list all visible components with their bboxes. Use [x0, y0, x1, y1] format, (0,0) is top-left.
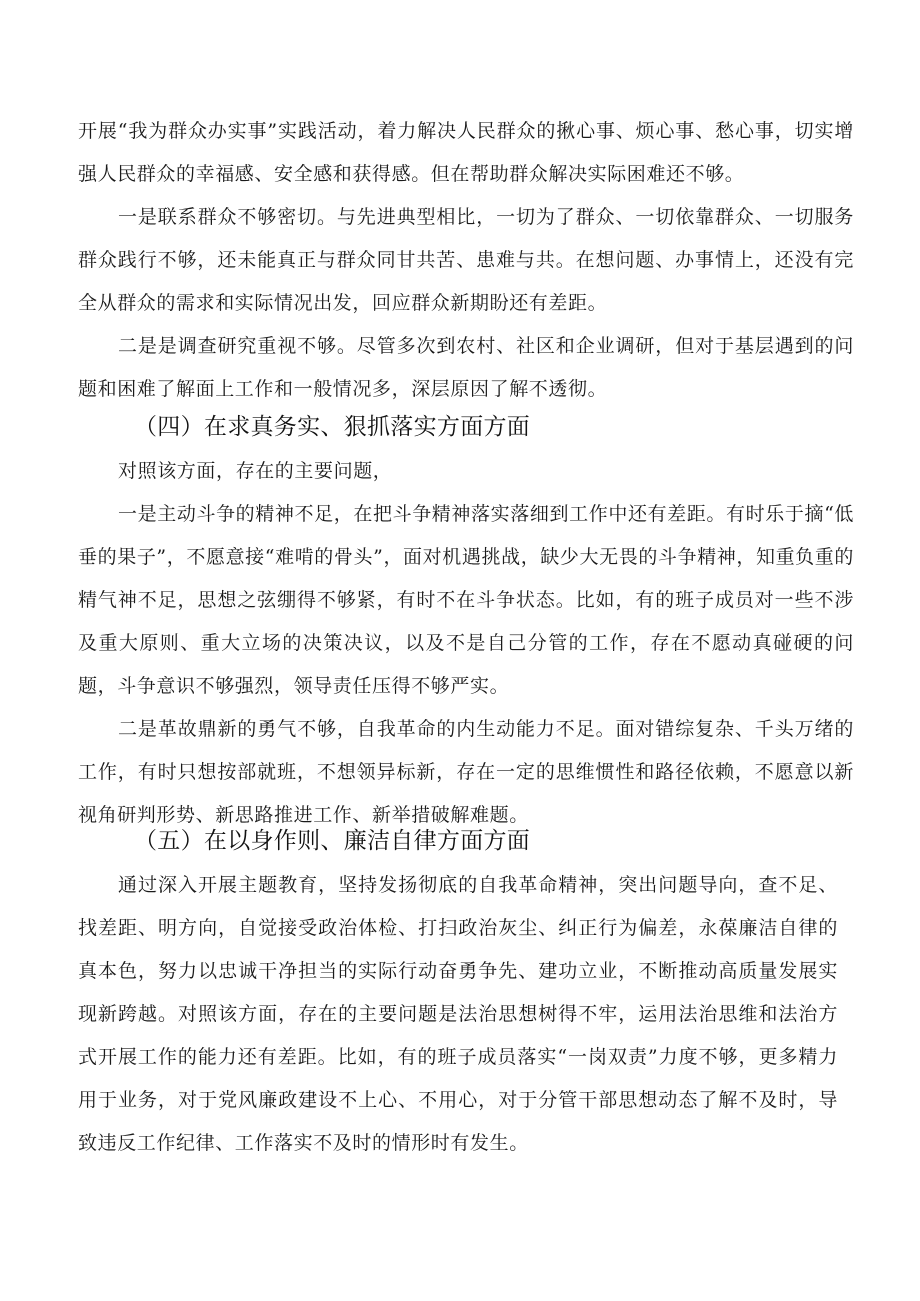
paragraph-self-discipline: 通过深入开展主题教育，坚持发扬彻底的自我革命精神，突出问题导向，查不足、找差距、明方向，自觉接受政治体检、打扫政治灰尘、纠正行为偏差，永葆廉洁自律的真本色，努力以忠诚干净担当的实际行动奋勇争先、建功立业，不断推动高质量发展实现新跨越。对照该方面，存在的主要问题是法治思想树得不牢，运用法治思维和法治方式开展工作的能力还有差距。比如，有的班子成员落实“一岗双责”力度不够，更多精力用于业务，对于党风廉政建设不上心、不用心，对于分管干部思想动态了解不及时，导致违反工作纪律、工作落实不及时的情形时有发生。	[78, 874, 838, 1154]
section-4-heading: （四）在求真务实、狠抓落实方面方面	[134, 414, 531, 440]
section-3-continuation	[78, 110, 854, 411]
section-4	[78, 404, 854, 837]
paragraph-service-activity: 开展“我为群众办实事”实践活动，着力解决人民群众的揪心事、烦心事、愁心事，切实增强人民群众的幸福感、安全感和获得感。但在帮助群众解决实际困难还不够。	[78, 120, 854, 185]
paragraph-contact-masses: 一是联系群众不够密切。与先进典型相比，一切为了群众、一切依靠群众、一切服务群众践行不够，还未能真正与群众同甘共苦、患难与共。在想问题、办事情上，还没有完全从群众的需求和实际情况出发，回应群众新期盼还有差距。	[78, 206, 854, 314]
section-5	[78, 818, 838, 1165]
section-5-heading: （五）在以身作则、廉洁自律方面方面	[134, 828, 531, 854]
paragraph-struggle-spirit: 一是主动斗争的精神不足，在把斗争精神落实落细到工作中还有差距。有时乐于摘“低垂的果子”，不愿意接“难啃的骨头”，面对机遇挑战，缺少大无畏的斗争精神，知重负重的精气神不足，思想之弦绷得不够紧，有时不在斗争状态。比如，有的班子成员对一些不涉及重大原则、重大立场的决策决议，以及不是自己分管的工作，存在不愿动真碰硬的问题，斗争意识不够强烈，领导责任压得不够严实。	[78, 503, 854, 697]
paragraph-innovation: 二是革故鼎新的勇气不够，自我革命的内生动能力不足。面对错综复杂、千头万绪的工作，有时只想按部就班，不想领异标新，存在一定的思维惯性和路径依赖，不愿意以新视角研判形势、新思路推进工作、新举措破解难题。	[78, 718, 854, 826]
paragraph-research: 二是是调查研究重视不够。尽管多次到农村、社区和企业调研，但对于基层遇到的问题和困难了解面上工作和一般情况多，深层原因了解不透彻。	[78, 335, 854, 400]
paragraph-intro: 对照该方面，存在的主要问题，	[118, 460, 393, 482]
